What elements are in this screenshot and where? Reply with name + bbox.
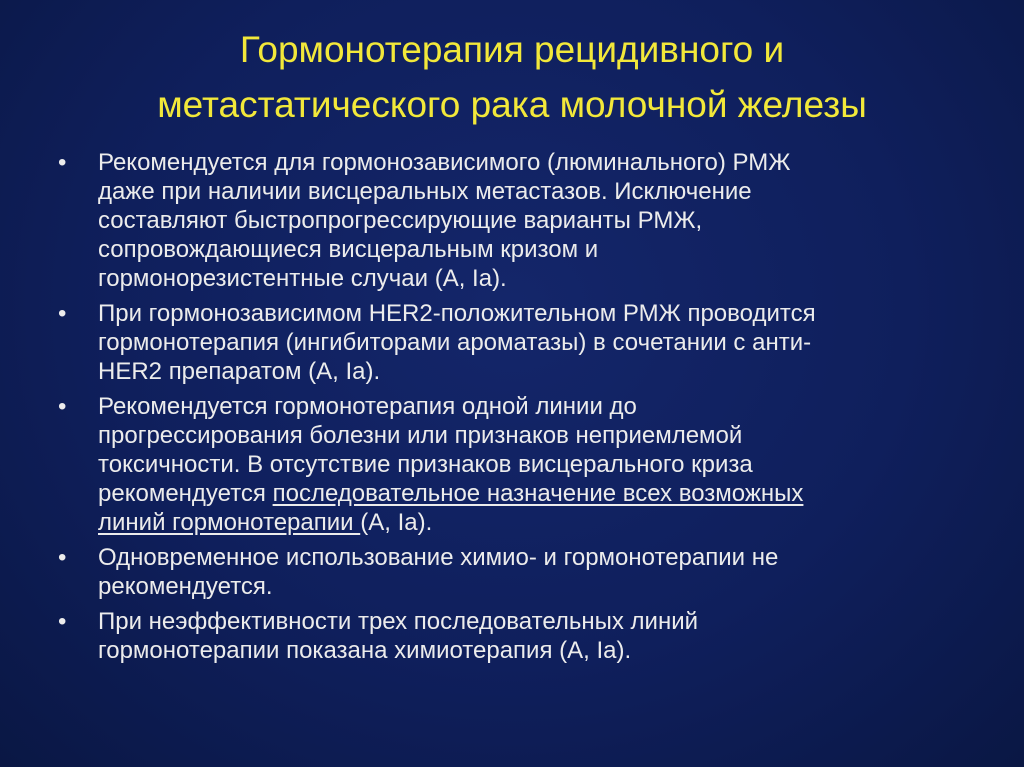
bullet-text-line: рекомендуется. [98, 573, 273, 600]
bullet-text-line: HER2 препаратом (А, Ia). [98, 358, 381, 385]
slide-title-line-1: Гормонотерапия рецидивного и [239, 29, 785, 70]
bullet-text-line: При неэффективности трех последовательных линий [98, 608, 699, 635]
bullet-dot-icon: • [58, 608, 67, 635]
bullet-text-line: Рекомендуется для гормонозависимого (люминального) РМЖ [98, 149, 791, 176]
bullet-item-2 [58, 299, 998, 386]
bullet-text-line [98, 479, 998, 508]
bullet-dot-icon: • [58, 300, 67, 327]
bullet-text-line: При гормонозависимом HER2-положительном РМЖ проводится [98, 300, 816, 327]
bullet-text-line: Одновременное использование химио- и гормонотерапии не [98, 544, 779, 571]
slide-title-line-2: метастатического рака молочной железы [157, 84, 867, 125]
bullet-item-5 [58, 607, 998, 665]
slide-title [0, 22, 1024, 132]
bullet-text-line: прогрессирования болезни или признаков неприемлемой [98, 422, 743, 449]
bullet-item-1 [58, 148, 998, 293]
bullet-text-line: составляют быстропрогрессирующие варианты РМЖ, [98, 207, 703, 234]
bullet-text-line: даже при наличии висцеральных метастазов. Исключение [98, 178, 752, 205]
bullet-item-4 [58, 543, 998, 601]
bullet-text-line: гормонотерапия (ингибиторами ароматазы) в сочетании с анти- [98, 329, 812, 356]
bullet-text-line: гормонотерапии показана химиотерапия (А, Ia). [98, 637, 632, 664]
bullet-text-line: Рекомендуется гормонотерапия одной линии до [98, 393, 637, 420]
bullet-text-line: сопровождающиеся висцеральным кризом и [98, 236, 599, 263]
underlined-text: линий гормонотерапии [98, 509, 361, 536]
bullet-list [58, 148, 998, 671]
bullet-text-line [98, 508, 998, 537]
bullet-text-line: токсичности. В отсутствие признаков висцерального криза [98, 451, 753, 478]
bullet-dot-icon: • [58, 544, 67, 571]
bullet-dot-icon: • [58, 393, 67, 420]
bullet-text-plain: рекомендуется [98, 480, 273, 507]
bullet-dot-icon: • [58, 149, 67, 176]
bullet-text-line: гормонорезистентные случаи (А, Ia). [98, 265, 507, 292]
bullet-item-3 [58, 392, 998, 537]
bullet-text-plain: (А, Ia). [360, 509, 433, 536]
underlined-text: последовательное назначение всех возможных [272, 480, 804, 507]
